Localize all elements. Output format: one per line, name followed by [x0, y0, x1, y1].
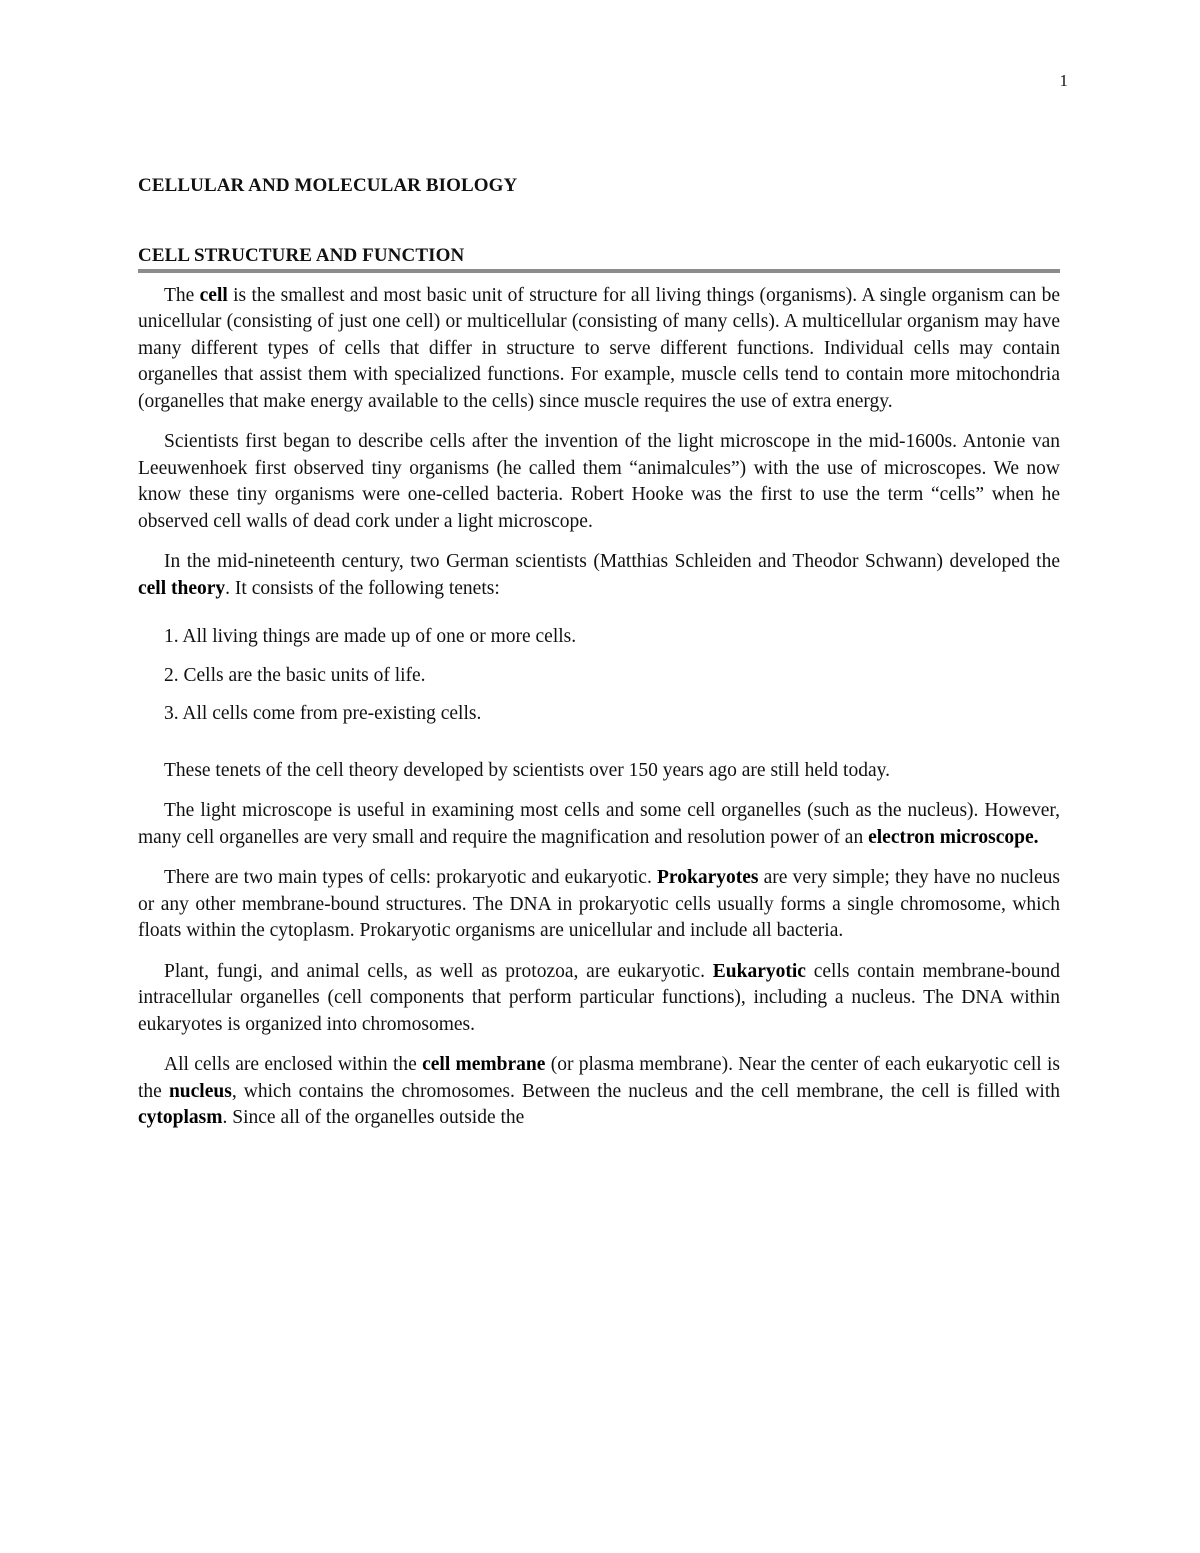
bold-term: Eukaryotic: [712, 960, 806, 982]
tenet-item: 1. All living things are made up of one or more cells.: [164, 626, 577, 647]
paragraph-text: In the mid-nineteenth century, two German scientists (Matthias Schleiden and Theodor Schwann) developed the: [164, 551, 1060, 572]
bold-term: cell: [199, 284, 228, 306]
paragraphs-before-list: [138, 283, 1060, 603]
paragraph-text: These tenets of the cell theory developed by scientists over 150 years ago are still held today.: [164, 759, 890, 781]
paragraph-text: . Since all of the organelles outside the: [222, 1107, 525, 1128]
paragraph-text: There are two main types of cells: prokaryotic and eukaryotic.: [164, 867, 658, 888]
paragraph-text: are very simple; they have no nucleus or any other membrane-bound structures. The DNA in prokaryotic cells usually forms a single chromosome, which floats within the cytoplasm. Prokaryotic organisms are unicellular and include all bacteria.: [138, 867, 1060, 941]
paragraph-text: . It consists of the following tenets:: [225, 577, 500, 599]
bold-term: Prokaryotes: [657, 867, 759, 888]
paragraph-text: (or plasma membrane). Near the center of each eukaryotic cell is the: [138, 1054, 1061, 1102]
bold-term: electron microscope.: [868, 826, 1039, 848]
body-paragraph: [138, 549, 1060, 602]
paragraph-text: All cells are enclosed within the: [164, 1054, 423, 1075]
bold-term: nucleus: [168, 1080, 232, 1102]
tenet-item: 3. All cells come from pre-existing cells.: [164, 703, 482, 724]
paragraph-text: Plant, fungi, and animal cells, as well as protozoa, are eukaryotic.: [164, 960, 713, 982]
body-paragraph: [138, 798, 1060, 851]
page-content: [138, 174, 1060, 1146]
body-paragraph: [138, 959, 1060, 1039]
paragraph-text: The: [164, 284, 200, 306]
body-paragraph: [138, 865, 1060, 945]
bold-term: cell theory: [138, 577, 226, 599]
paragraphs-after-list: [138, 758, 1060, 1132]
body-paragraph: [138, 283, 1060, 416]
body-paragraph: [138, 1052, 1060, 1132]
page-number: 1: [1059, 71, 1068, 90]
paragraph-text: cells contain membrane-bound intracellular organelles (cell components that perform particular functions), including a nucleus. The DNA within eukaryotes is organized into chromosomes.: [138, 960, 1060, 1035]
tenet-item: 2. Cells are the basic units of life.: [164, 664, 426, 686]
paragraph-text: The light microscope is useful in examining most cells and some cell organelles (such as the nucleus). However, many cell organelles are very small and require the magnification and resolution power of an: [138, 800, 1060, 848]
paragraph-text: , which contains the chromosomes. Between the nucleus and the cell membrane, the cell is filled with: [231, 1080, 1060, 1102]
body-paragraph: [138, 758, 1060, 785]
cell-theory-tenets-list: [138, 624, 1060, 728]
document-title: CELLULAR AND MOLECULAR BIOLOGY: [138, 175, 518, 196]
section-divider: [138, 269, 1060, 273]
body-paragraph: [138, 429, 1060, 535]
paragraph-text: Scientists first began to describe cells after the invention of the light microscope in the mid-1600s. Antonie van Leeuwenhoek first observed tiny organisms (he called them “animalcules”) with the use of microscopes. We now know these tiny organisms were one-celled bacteria. Robert Hooke was the first to use the term “cells” when he observed cell walls of dead cork under a light microscope.: [138, 431, 1060, 532]
paragraph-text: is the smallest and most basic unit of structure for all living things (organisms). A single organism can be unicellular (consisting of just one cell) or multicellular (consisting of many cells). A multicellular organism may have many different types of cells that differ in structure to serve different functions. Individual cells may contain organelles that assist them with specialized functions. For example, muscle cells tend to contain more mitochondria (organelles that make energy available to the cells) since muscle requires the use of extra energy.: [138, 284, 1060, 412]
section-heading: CELL STRUCTURE AND FUNCTION: [138, 244, 465, 266]
bold-term: cell membrane: [422, 1054, 546, 1075]
bold-term: cytoplasm: [138, 1107, 223, 1128]
